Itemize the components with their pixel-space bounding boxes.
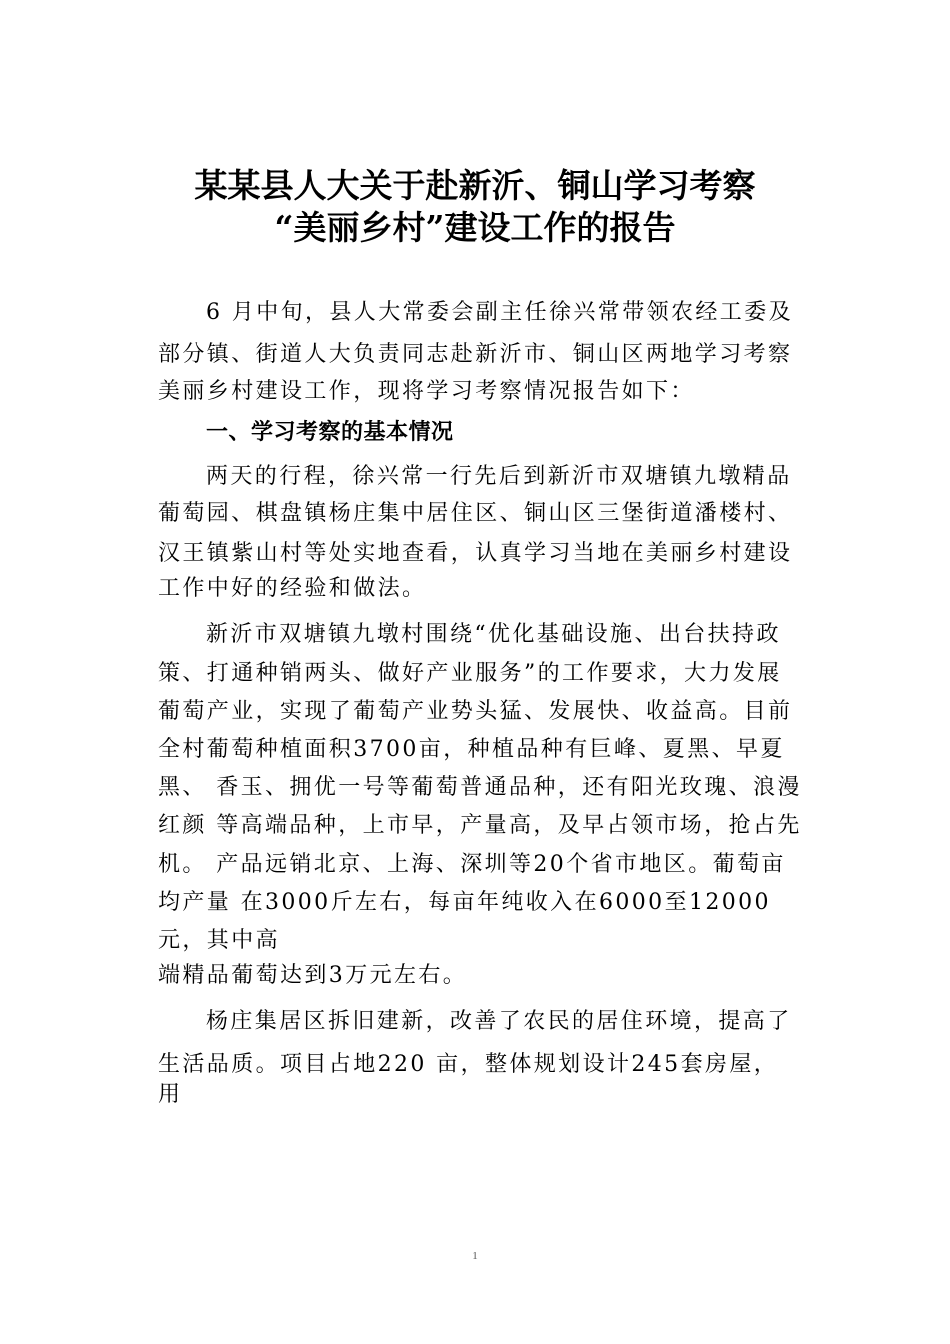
paragraph-line: 葡萄园、棋盘镇杨庄集中居住区、铜山区三堡街道潘楼村、 xyxy=(158,501,793,526)
paragraph-line: 策、打通种销两头、做好产业服务”的工作要求，大力发展 xyxy=(158,661,782,686)
paragraph-line: 全村葡萄种植面积3700亩，种植品种有巨峰、夏黑、早夏 xyxy=(158,737,785,762)
paragraph-line: 元，其中高 xyxy=(158,928,281,953)
paragraph-line: 生活品质。项目占地220 亩，整体规划设计245套房屋， xyxy=(158,1052,779,1077)
paragraph-line: 部分镇、街道人大负责同志赴新沂市、铜山区两地学习考察 xyxy=(158,342,793,367)
document-title-line-2: “美丽乡村”建设工作的报告 xyxy=(274,208,676,247)
page-number: 1 xyxy=(472,1250,478,1262)
paragraph-line: 汉王镇紫山村等处实地查看，认真学习当地在美丽乡村建设 xyxy=(158,541,793,566)
paragraph-line: 美丽乡村建设工作，现将学习考察情况报告如下： xyxy=(158,379,695,404)
paragraph-line: 6 月中旬，县人大常委会副主任徐兴常带领农经工委及 xyxy=(206,300,793,325)
paragraph-line: 工作中好的经验和做法。 xyxy=(158,576,427,601)
paragraph-line: 杨庄集居区拆旧建新，改善了农民的居住环境，提高了 xyxy=(206,1009,792,1034)
paragraph-line: 端精品葡萄达到3万元左右。 xyxy=(158,963,468,988)
paragraph-line: 黑、 香玉、拥优一号等葡萄普通品种，还有阳光玫瑰、浪漫 xyxy=(158,775,802,800)
paragraph-line: 两天的行程，徐兴常一行先后到新沂市双塘镇九墩精品 xyxy=(206,464,792,489)
section-heading: 一、学习考察的基本情况 xyxy=(206,420,454,445)
paragraph-line: 葡萄产业，实现了葡萄产业势头猛、发展快、收益高。目前 xyxy=(158,699,793,724)
document-title-line-1: 某某县人大关于赴新沂、铜山学习考察 xyxy=(194,166,756,205)
paragraph-line: 均产量 在3000斤左右，每亩年纯收入在6000至12000 xyxy=(158,890,771,915)
paragraph-line: 红颜 等高端品种，上市早，产量高，及早占领市场，抢占先 xyxy=(158,813,802,838)
paragraph-line: 新沂市双塘镇九墩村围绕“优化基础设施、出台扶持政 xyxy=(206,622,781,647)
paragraph-line: 机。 产品远销北京、上海、深圳等20个省市地区。葡萄亩 xyxy=(158,852,786,877)
paragraph-line: 用 xyxy=(158,1082,183,1107)
